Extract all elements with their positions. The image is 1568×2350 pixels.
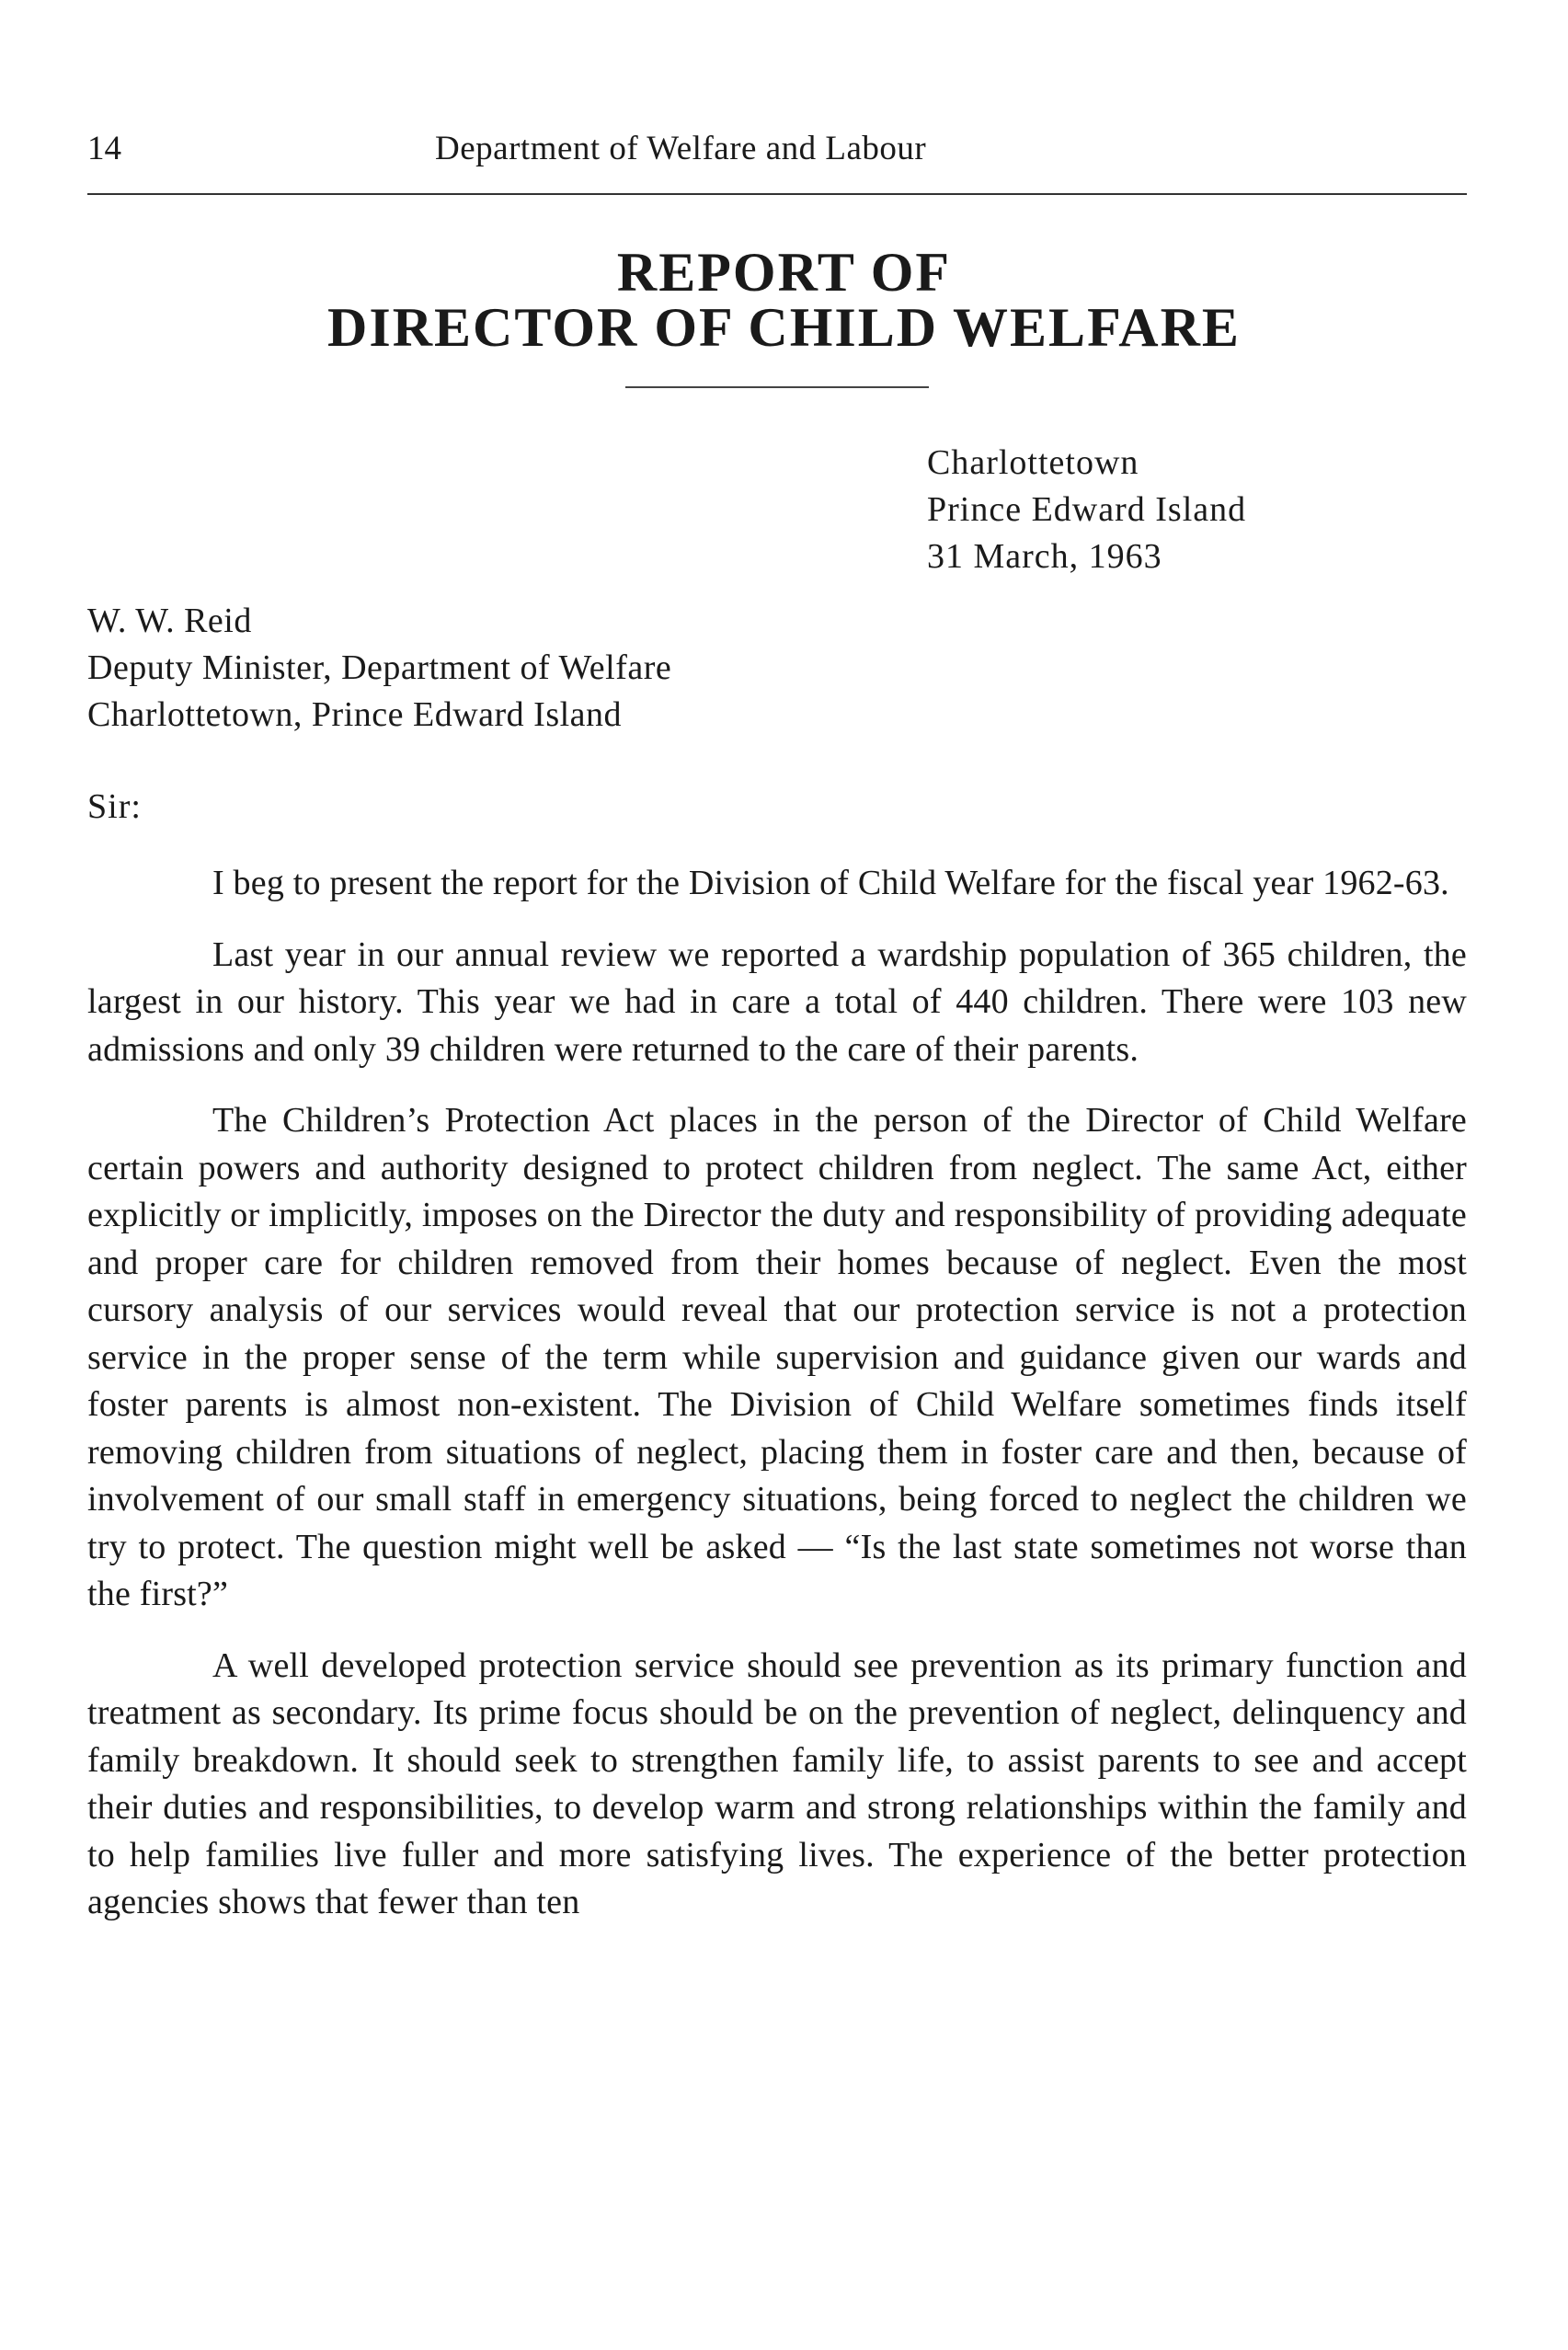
salutation: Sir: — [87, 787, 142, 826]
addressee-location: Charlottetown, Prince Edward Island — [87, 695, 623, 734]
header-rule — [87, 193, 1467, 195]
title-rule — [625, 386, 929, 388]
addressee-name: W. W. Reid — [87, 602, 252, 640]
page-header — [87, 129, 1467, 184]
dateline — [927, 440, 1246, 580]
body-paragraph: The Children’s Protection Act places in the person of the Director of Child Welfare certain powers and authority designed to protect children from neglect. The same Act, either explicitly or implicitly, imposes on the Director the duty and responsibility of providing adequate and proper care for children removed from their homes because of neglect. Even the most cursory analysis of our services would reveal that our protection service is not a protection service in the proper sense of the term while supervision and guidance given our wards and foster parents is almost non-existent. The Division of Child Welfare sometimes finds itself removing children from situations of neglect, placing them in foster care and then, because of involvement of our small staff in emergency situations, being forced to neglect the children we try to protect. The question might well be asked — “Is the last state sometimes not worse than the first?” — [87, 1101, 1467, 1613]
body-paragraph: I beg to present the report for the Division of Child Welfare for the fiscal year 1962-63. — [212, 864, 1449, 902]
addressee-title: Deputy Minister, Department of Welfare — [87, 648, 672, 687]
body-paragraph: A well developed protection service should see prevention as its primary function and treatment as secondary. Its prime focus should be on the prevention of neglect, delinquency and family breakdown. It should seek to strengthen family life, to assist parents to see and accept their duties and responsibilities, to develop warm and strong relationships within the family and to help families live fuller and more satisfying lives. The experience of the better protection agencies shows that fewer than ten — [87, 1645, 1467, 1921]
letter-body — [87, 860, 1467, 1951]
running-head: Department of Welfare and Labour — [435, 130, 927, 167]
report-title-line-2: DIRECTOR OF CHILD WELFARE — [327, 297, 1241, 358]
dateline-date: 31 March, 1963 — [927, 537, 1162, 576]
report-title-line-1: REPORT OF — [616, 242, 952, 303]
dateline-city: Charlottetown — [927, 443, 1139, 482]
body-paragraph: Last year in our annual review we reported a wardship population of 365 children, the largest in our history. This year we had in care a total of 440 children. There were 103 new admissions and only 39 children were returned to the care of their parents. — [87, 934, 1467, 1069]
addressee-block — [87, 598, 671, 739]
page-number: 14 — [87, 130, 121, 167]
dateline-province: Prince Edward Island — [927, 490, 1247, 529]
